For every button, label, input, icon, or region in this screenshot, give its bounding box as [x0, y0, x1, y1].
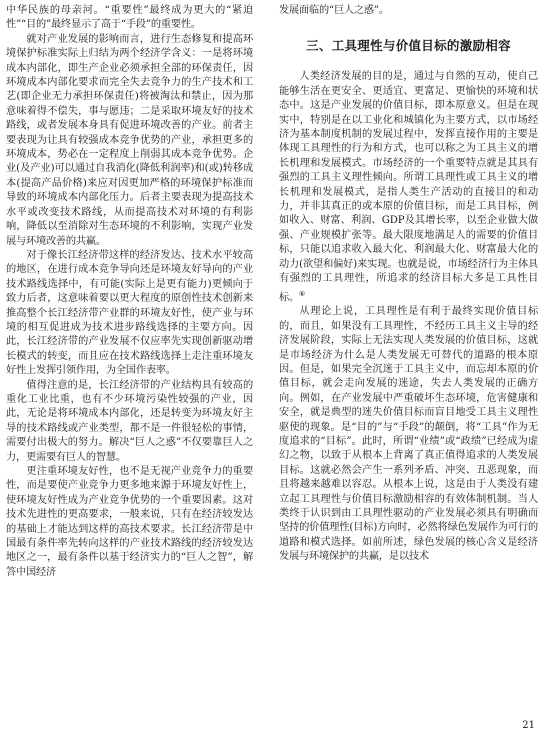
- body-paragraph: 值得注意的是，长江经济带的产业结构具有较高的重化工业比重，也有不少环境污染性较强的产业，因此，无论是将环境成本内部化，还是转变为环境友好主导的技术路线或产业类型，都不是一件很轻松的事情，需要付出极大的努力。解决“巨人之惑”不仅要靠巨人之力，更需要有巨人的智慧。: [6, 379, 253, 463]
- body-paragraph: [279, 70, 538, 305]
- paragraph-text: 人类经济发展的目的是，通过与自然的互动，使自己能够生活在更安全、更适宜、更富足、更愉快的环境和状态中。这是产业发展的价值目标，即本原意义。但是在现实中，特别是在以工业化和城镇化为主要方式，以市场经济为基本制度机制的发展过程中，发挥直接作用的主要是体现工具理性的行为和方式，也可以称之为工具主义的增长机理和发展模式。市场经济的一个重要特点就是其具有强烈的工具主义理性倾向。所谓工具理性或工具主义的增长机理和发展模式，是指人类生产活动的直接目的和动力，并非其真正的或本原的价值目标，而是工具目标，例如收入、财富、利润、GDP及其增长率，以至企业做大做强、产业规模扩张等。最大限度地满足人的需要的价值目标，只能以追求收入最大化、利润最大化、财富最大化的动力(欲望和偏好)来实现。也就是说，市场经济行为主体具有强烈的工具理性，所追求的经济目标大多是工具性目标。: [279, 71, 538, 303]
- body-paragraph: 更注重环境友好性，也不是无视产业竞争力的重要性，而是要使产业竞争力更多地来源于环境友好性上，使环境友好性成为产业竞争优势的一个重要因素。这对技术先进性的更高要求，一般来说，只有在经济较发达的基础上才能达到这样的高技术要求。长江经济带是中国最有条件率先转向这样的产业技术路线的经济较发达地区之一，最有条件以基于经济实力的“巨人之智”，解答中国经济: [6, 466, 253, 578]
- body-paragraph: 中华民族的母亲河。“重要性”最终成为更大的“紧迫性”“目的”最终显示了高于“手段”的重要性。: [6, 5, 253, 31]
- body-paragraph: 发展面临的“巨人之惑”。: [279, 5, 389, 16]
- body-paragraph: 就对产业发展的影响而言，进行生态修复和提高环境保护标准实际上归结为两个经济学含义：一是将环境成本内部化，即生产企业必须承担全部的环保责任，因环境成本内部化要求而完全失去竞争力的生产技术和工艺(即企业无力承担环保责任)将被淘汰和禁止，因为那意味着得不偿失，事与愿违；二是采取环境友好的技术路线，或者发展本身具有促进环境改善的产业。前者主要表现为让具有较强成本竞争优势的产业，承担更多的环境成本，势必在一定程度上削弱其成本竞争优势。企业(及产业)可以通过自我消化(降低利润率)和(或)转移成本(提高产品价格)来应对因更加严格的环境保护标准而导致的环境成本内部化压力。后者主要表现为提高技术水平或改变技术路线，从而提高技术对环境的有利影响，降低以至消除对生态环境的不利影响，实现产业发展与环境改善的共赢。: [6, 33, 253, 247]
- section-heading: 三、工具理性与价值目标的激励相容: [306, 38, 511, 54]
- left-column: [6, 4, 253, 580]
- footnote-marker: ⑥: [298, 289, 306, 298]
- body-paragraph: 对于像长江经济带这样的经济发达、技术水平较高的地区，在进行成本竞争导向还是环境友好导向的产业技术路线选择中，有可能(实际上是更有能力)更倾向于致力后者，这意味着要以更大程度的原创性技术创新来推高整个长江经济带产业群的环境友好性，使产业与环境的相互促进成为技术进步路线选择的主要方向。因此，长江经济带的产业发展不仅应率先实现创新驱动增长模式的转变，而且应在技术路线选择上走注重环境友好性上发挥引领作用，为全国作表率。: [6, 249, 253, 377]
- body-paragraph: 从理论上说，工具理性是有利于最终实现价值目标的，而且，如果没有工具理性，不经历工具主义主导的经济发展阶段，实际上无法实现人类发展的价值目标，这就是市场经济为什么是人类发展无可替代的道路的根本原因。但是，如果完全沉迷于工具主义中，而忘却本原的价值目标，就会走向发展的迷途，失去人类发展的正确方向。例如，在产业发展中严重破坏生态环境，危害健康和安全，就是典型的迷失价值目标而盲目地受工具主义理性驱使的现象。是“目的”与“手段”的颠倒，将“工具”作为无度追求的“目标”。此时，所谓“业绩”或“政绩”已经成为虚幻之物，以致于从根本上背离了真正值得追求的人类发展目标。这就必然会产生一系列矛盾、冲突、丑恶现象，而且将越来越难以容忍。从根本上说，这是由于人类没有建立起工具理性与价值目标激励相容的有效体制机制。当人类终于认识到由工具理性驱动的产业发展必须具有明确而坚持的价值理性(目标)方向时，必然将绿色发展作为可行的道路和模式选择。如前所述，绿色发展的核心含义是经济发展与环境保护的共赢，是以技术: [279, 306, 538, 563]
- right-column: [279, 4, 538, 565]
- page-number: 21: [522, 720, 535, 731]
